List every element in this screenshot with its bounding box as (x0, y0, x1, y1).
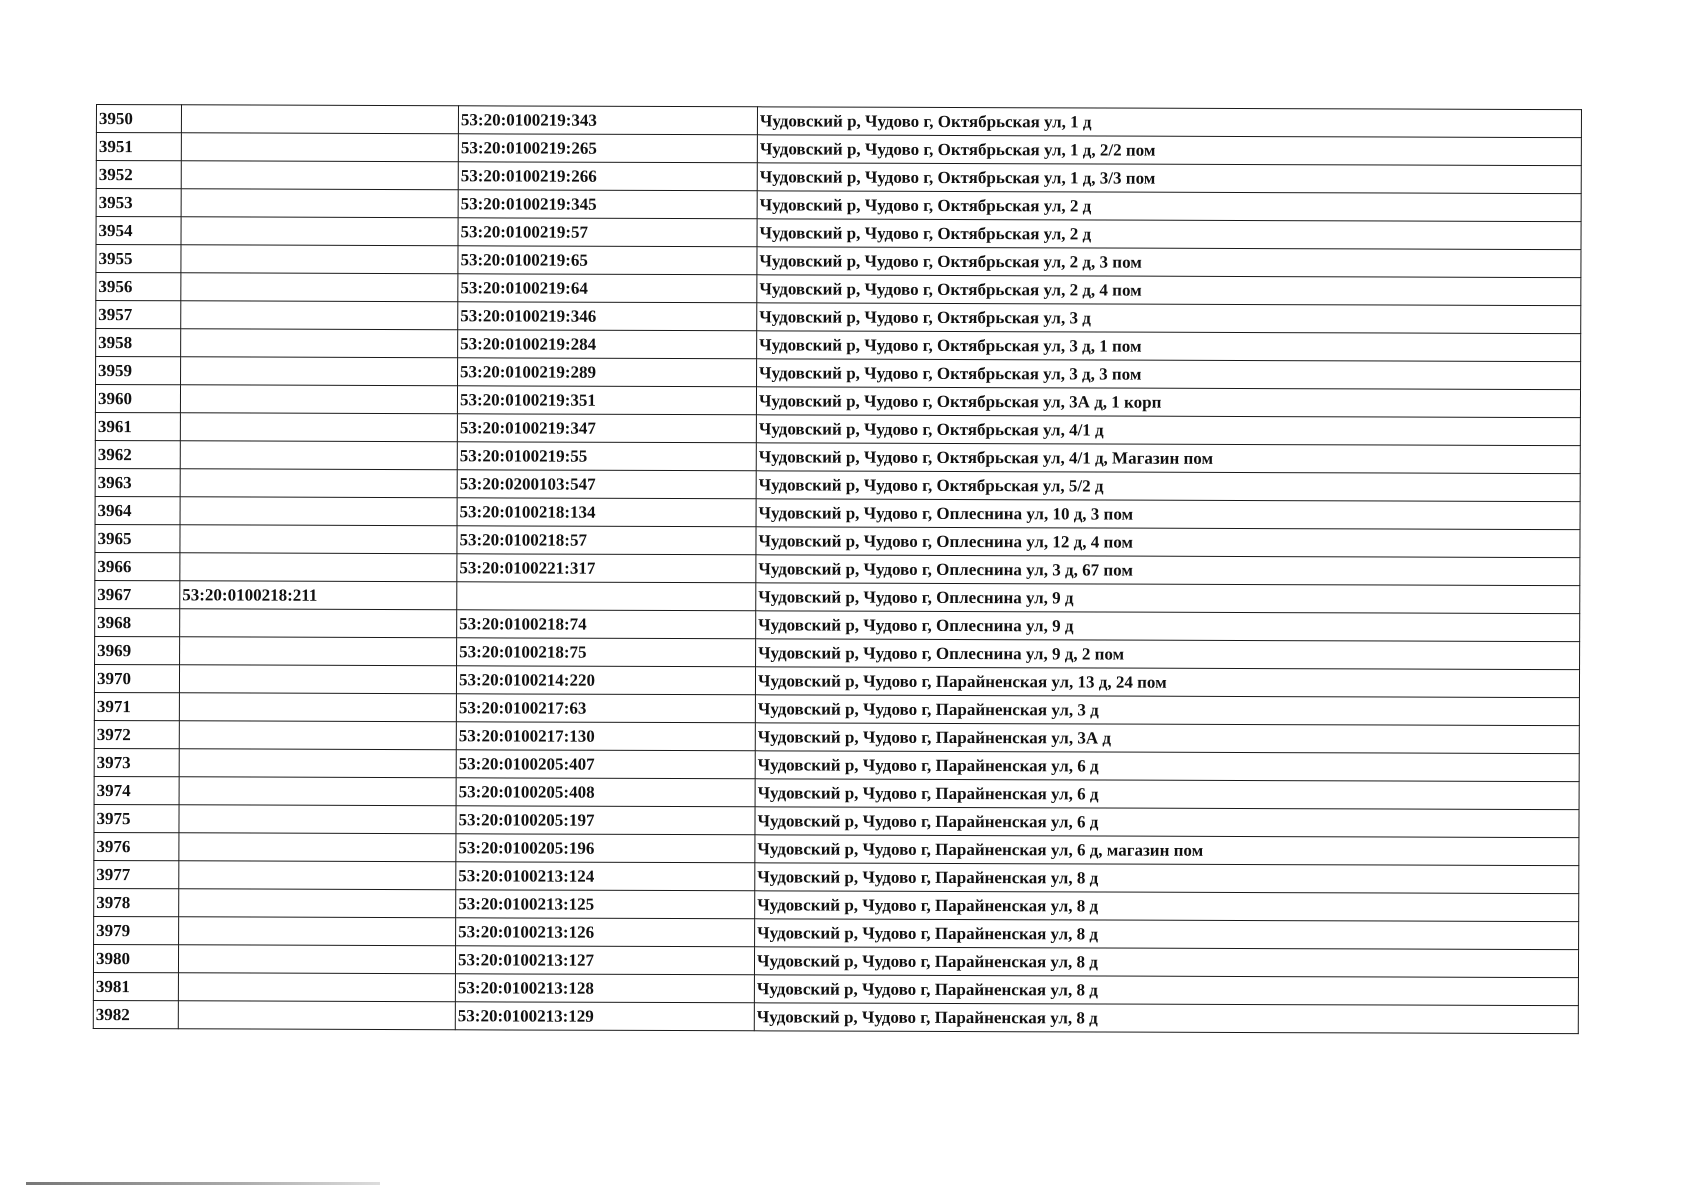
object-cadastral-number-cell: 53:20:0100218:75 (457, 638, 756, 667)
address-cell: Чудовский р, Чудово г, Парайненская ул, 8 д (755, 891, 1579, 922)
property-register-table (93, 104, 1582, 1034)
land-cadastral-number-cell (181, 245, 458, 274)
land-cadastral-number-cell (181, 357, 458, 386)
object-cadastral-number-cell: 53:20:0100218:134 (457, 498, 756, 527)
address-cell: Чудовский р, Чудово г, Парайненская ул, 3 д (755, 695, 1579, 726)
object-cadastral-number-cell: 53:20:0100205:408 (456, 778, 755, 807)
address-cell: Чудовский р, Чудово г, Парайненская ул, 8 д (754, 1003, 1578, 1034)
land-cadastral-number-cell (181, 161, 458, 190)
row-number-cell: 3977 (94, 860, 179, 888)
address-cell: Чудовский р, Чудово г, Парайненская ул, 6 д (755, 779, 1579, 810)
land-cadastral-number-cell (178, 945, 455, 974)
row-number-cell: 3976 (94, 832, 179, 860)
row-number-cell: 3953 (96, 189, 181, 217)
address-cell: Чудовский р, Чудово г, Оплеснина ул, 12 д, 4 пом (756, 527, 1580, 558)
row-number-cell: 3964 (95, 496, 180, 524)
land-cadastral-number-cell (181, 133, 458, 162)
object-cadastral-number-cell: 53:20:0100217:130 (456, 722, 755, 751)
row-number-cell: 3956 (96, 273, 181, 301)
row-number-cell: 3966 (95, 552, 180, 580)
address-cell: Чудовский р, Чудово г, Октябрьская ул, 1 д, 2/2 пом (757, 135, 1581, 166)
address-cell: Чудовский р, Чудово г, Октябрьская ул, 2 д, 4 пом (757, 275, 1581, 306)
object-cadastral-number-cell: 53:20:0100205:407 (456, 750, 755, 779)
address-cell: Чудовский р, Чудово г, Октябрьская ул, 2 д (757, 191, 1581, 222)
address-cell: Чудовский р, Чудово г, Октябрьская ул, 1 д, 3/3 пом (757, 163, 1581, 194)
object-cadastral-number-cell: 53:20:0100213:125 (456, 890, 755, 919)
row-number-cell: 3958 (96, 329, 181, 357)
address-cell: Чудовский р, Чудово г, Парайненская ул, 6 д (755, 807, 1579, 838)
address-cell: Чудовский р, Чудово г, Октябрьская ул, 3 д, 3 пом (757, 359, 1581, 390)
object-cadastral-number-cell: 53:20:0100213:129 (455, 1002, 754, 1031)
table-row (93, 1000, 1578, 1033)
land-cadastral-number-cell (180, 469, 457, 498)
address-cell: Чудовский р, Чудово г, Октябрьская ул, 2 д, 3 пом (757, 247, 1581, 278)
row-number-cell: 3970 (94, 664, 179, 692)
row-number-cell: 3969 (95, 636, 180, 664)
object-cadastral-number-cell: 53:20:0100219:64 (458, 274, 757, 303)
address-cell: Чудовский р, Чудово г, Октябрьская ул, 3 д (757, 303, 1581, 334)
address-cell: Чудовский р, Чудово г, Оплеснина ул, 9 д (756, 583, 1580, 614)
land-cadastral-number-cell (179, 665, 456, 694)
row-number-cell: 3972 (94, 720, 179, 748)
land-cadastral-number-cell (179, 693, 456, 722)
address-cell: Чудовский р, Чудово г, Парайненская ул, 6 д (755, 751, 1579, 782)
object-cadastral-number-cell: 53:20:0100205:197 (456, 806, 755, 835)
object-cadastral-number-cell (457, 582, 756, 611)
row-number-cell: 3965 (95, 524, 180, 552)
row-number-cell: 3967 (95, 580, 180, 608)
row-number-cell: 3952 (96, 161, 181, 189)
land-cadastral-number-cell (179, 805, 456, 834)
object-cadastral-number-cell: 53:20:0100205:196 (456, 834, 755, 863)
land-cadastral-number-cell (180, 413, 457, 442)
land-cadastral-number-cell (179, 833, 456, 862)
object-cadastral-number-cell: 53:20:0100213:124 (456, 862, 755, 891)
row-number-cell: 3975 (94, 804, 179, 832)
land-cadastral-number-cell (180, 525, 457, 554)
row-number-cell: 3980 (93, 944, 178, 972)
land-cadastral-number-cell (179, 777, 456, 806)
land-cadastral-number-cell (181, 273, 458, 302)
address-cell: Чудовский р, Чудово г, Оплеснина ул, 9 д (756, 611, 1580, 642)
land-cadastral-number-cell (179, 889, 456, 918)
address-cell: Чудовский р, Чудово г, Октябрьская ул, 3 д, 1 пом (757, 331, 1581, 362)
row-number-cell: 3950 (96, 105, 181, 133)
row-number-cell: 3978 (94, 888, 179, 916)
object-cadastral-number-cell: 53:20:0100213:128 (455, 974, 754, 1003)
object-cadastral-number-cell: 53:20:0100218:74 (457, 610, 756, 639)
table-body (93, 105, 1581, 1034)
object-cadastral-number-cell: 53:20:0100219:346 (458, 302, 757, 331)
address-cell: Чудовский р, Чудово г, Парайненская ул, 8 д (754, 947, 1578, 978)
address-cell: Чудовский р, Чудово г, Оплеснина ул, 3 д, 67 пом (756, 555, 1580, 586)
object-cadastral-number-cell: 53:20:0100221:317 (457, 554, 756, 583)
row-number-cell: 3959 (96, 357, 181, 385)
land-cadastral-number-cell (180, 553, 457, 582)
row-number-cell: 3974 (94, 776, 179, 804)
row-number-cell: 3957 (96, 301, 181, 329)
row-number-cell: 3968 (95, 608, 180, 636)
address-cell: Чудовский р, Чудово г, Октябрьская ул, 4/1 д (756, 415, 1580, 446)
object-cadastral-number-cell: 53:20:0100219:55 (457, 442, 756, 471)
scan-artifact-line (26, 1182, 380, 1185)
object-cadastral-number-cell: 53:20:0100219:65 (458, 246, 757, 275)
object-cadastral-number-cell: 53:20:0100219:351 (457, 386, 756, 415)
object-cadastral-number-cell: 53:20:0100219:343 (458, 106, 757, 135)
row-number-cell: 3963 (95, 468, 180, 496)
land-cadastral-number-cell (181, 301, 458, 330)
address-cell: Чудовский р, Чудово г, Парайненская ул, 6 д, магазин пом (755, 835, 1579, 866)
object-cadastral-number-cell: 53:20:0100219:57 (458, 218, 757, 247)
land-cadastral-number-cell (179, 749, 456, 778)
land-cadastral-number-cell (181, 217, 458, 246)
address-cell: Чудовский р, Чудово г, Октябрьская ул, 2 д (757, 219, 1581, 250)
land-cadastral-number-cell (181, 189, 458, 218)
land-cadastral-number-cell (179, 721, 456, 750)
address-cell: Чудовский р, Чудово г, Парайненская ул, 13 д, 24 пом (755, 667, 1579, 698)
row-number-cell: 3979 (94, 916, 179, 944)
row-number-cell: 3954 (96, 217, 181, 245)
address-cell: Чудовский р, Чудово г, Октябрьская ул, 3А д, 1 корп (756, 387, 1580, 418)
land-cadastral-number-cell (179, 917, 456, 946)
land-cadastral-number-cell (180, 385, 457, 414)
row-number-cell: 3982 (93, 1000, 178, 1028)
object-cadastral-number-cell: 53:20:0200103:547 (457, 470, 756, 499)
land-cadastral-number-cell (179, 861, 456, 890)
row-number-cell: 3951 (96, 133, 181, 161)
row-number-cell: 3960 (95, 385, 180, 413)
address-cell: Чудовский р, Чудово г, Парайненская ул, 8 д (755, 863, 1579, 894)
object-cadastral-number-cell: 53:20:0100213:127 (455, 946, 754, 975)
land-cadastral-number-cell (180, 441, 457, 470)
address-cell: Чудовский р, Чудово г, Оплеснина ул, 9 д, 2 пом (756, 639, 1580, 670)
row-number-cell: 3955 (96, 245, 181, 273)
land-cadastral-number-cell: 53:20:0100218:211 (180, 581, 457, 610)
object-cadastral-number-cell: 53:20:0100219:265 (458, 134, 757, 163)
row-number-cell: 3961 (95, 412, 180, 440)
object-cadastral-number-cell: 53:20:0100219:289 (458, 358, 757, 387)
object-cadastral-number-cell: 53:20:0100219:347 (457, 414, 756, 443)
row-number-cell: 3962 (95, 440, 180, 468)
object-cadastral-number-cell: 53:20:0100219:284 (458, 330, 757, 359)
land-cadastral-number-cell (180, 609, 457, 638)
address-cell: Чудовский р, Чудово г, Октябрьская ул, 5/2 д (756, 471, 1580, 502)
land-cadastral-number-cell (180, 497, 457, 526)
object-cadastral-number-cell: 53:20:0100218:57 (457, 526, 756, 555)
land-cadastral-number-cell (180, 637, 457, 666)
object-cadastral-number-cell: 53:20:0100219:345 (458, 190, 757, 219)
address-cell: Чудовский р, Чудово г, Парайненская ул, 8 д (755, 919, 1579, 950)
land-cadastral-number-cell (181, 329, 458, 358)
land-cadastral-number-cell (181, 105, 458, 134)
row-number-cell: 3971 (94, 692, 179, 720)
object-cadastral-number-cell: 53:20:0100214:220 (456, 666, 755, 695)
address-cell: Чудовский р, Чудово г, Парайненская ул, 8 д (754, 975, 1578, 1006)
address-cell: Чудовский р, Чудово г, Оплеснина ул, 10 д, 3 пом (756, 499, 1580, 530)
object-cadastral-number-cell: 53:20:0100213:126 (456, 918, 755, 947)
address-cell: Чудовский р, Чудово г, Октябрьская ул, 1 д (757, 107, 1581, 138)
row-number-cell: 3981 (93, 972, 178, 1000)
address-cell: Чудовский р, Чудово г, Октябрьская ул, 4/1 д, Магазин пом (756, 443, 1580, 474)
row-number-cell: 3973 (94, 748, 179, 776)
land-cadastral-number-cell (178, 1001, 455, 1030)
address-cell: Чудовский р, Чудово г, Парайненская ул, 3А д (755, 723, 1579, 754)
object-cadastral-number-cell: 53:20:0100217:63 (456, 694, 755, 723)
land-cadastral-number-cell (178, 973, 455, 1002)
object-cadastral-number-cell: 53:20:0100219:266 (458, 162, 757, 191)
